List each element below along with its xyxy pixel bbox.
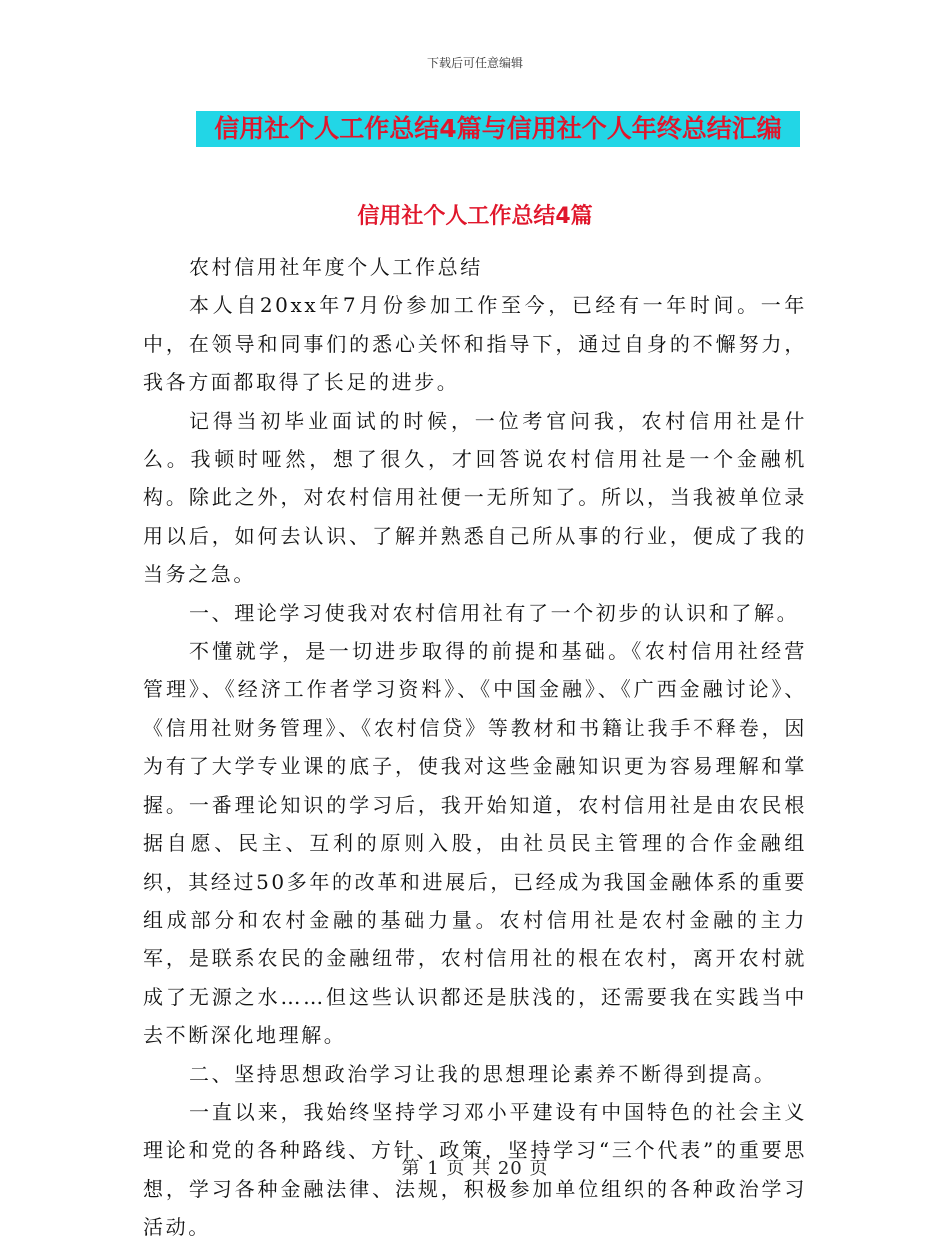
header-note: 下载后可任意编辑 (426, 56, 523, 70)
section-heading-paragraph: 二、坚持思想政治学习让我的思想理论素养不断得到提高。 (189, 1061, 777, 1086)
body-paragraph: 不懂就学，是一切进步取得的前提和基础。《农村信用社经营管理》、《经济工作者学习资料》、《中国金融》、《广西金融讨论》、《信用社财务管理》、《农村信贷》等教材和书籍让我手不释卷，因为有了大学专业课的底子，使我对这些金融知识更为容易理解和掌握。一番理论知识的学习后，我开始知道，农村信用社是由农民根据自愿、民主、互利的原则入股，由社员民主管理的合作金融组织，其经过50多年的改革和进展后，已经成为我国金融体系的重要组成部分和农村金融的基础力量。农村信用社是农村金融的主力军，是联系农民的金融纽带，农村信用社的根在农村，离开农村就成了无源之水……但这些认识都还是肤浅的，还需要我在实践当中去不断深化地理解。 (143, 639, 807, 1048)
body-paragraph: 本人自20xx年7月份参加工作至今，已经有一年时间。一年中，在领导和同事们的悉心关怀和指导下，通过自身的不懈努力，我各方面都取得了长足的进步。 (143, 293, 807, 395)
body-paragraph: 记得当初毕业面试的时候，一位考官问我，农村信用社是什么。我顿时哑然，想了很久，才回答说农村信用社是一个金融机构。除此之外，对农村信用社便一无所知了。所以，当我被单位录用以后，如何去认识、了解并熟悉自己所从事的行业，便成了我的当务之急。 (143, 408, 807, 587)
body-paragraph: 一直以来，我始终坚持学习邓小平建设有中国特色的社会主义理论和党的各种路线、方针、政策，坚持学习“三个代表”的重要思想，学习各种金融法律、法规，积极参加单位组织的各种政治学习活动。 (143, 1099, 807, 1240)
section-heading-paragraph: 一、理论学习使我对农村信用社有了一个初步的认识和了解。 (189, 600, 800, 625)
section-title: 信用社个人工作总结4篇 (357, 204, 593, 229)
subtitle-paragraph: 农村信用社年度个人工作总结 (189, 255, 483, 279)
page-number: 第 1 页 共 20 页 (401, 1158, 549, 1179)
document-body (143, 248, 807, 1247)
document-title: 信用社个人工作总结4篇与信用社个人年终总结汇编 (196, 111, 800, 147)
